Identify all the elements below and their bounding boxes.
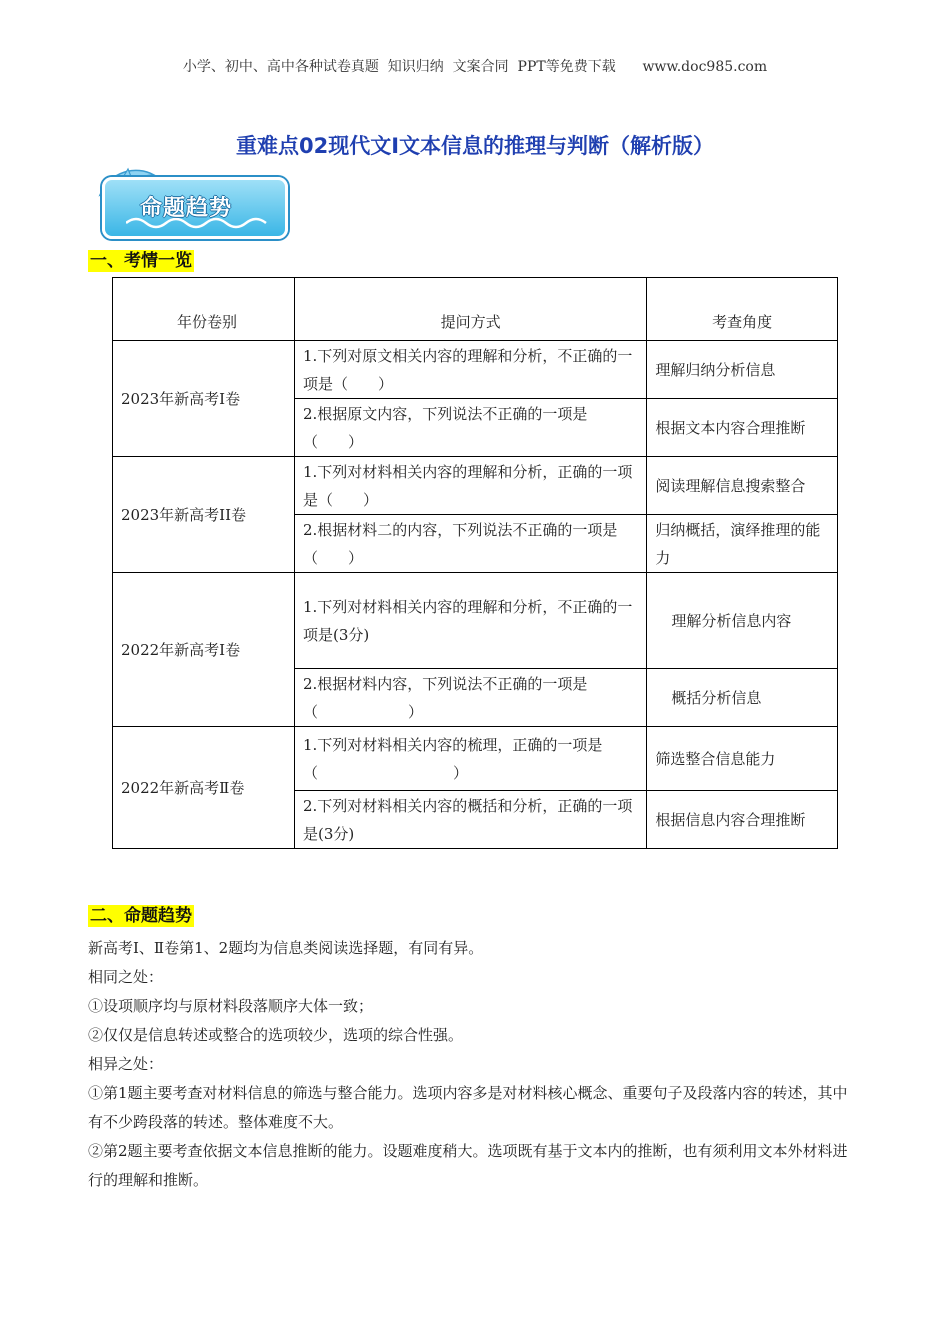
angle-cell: 阅读理解信息搜索整合 bbox=[647, 457, 838, 515]
table-row bbox=[113, 457, 838, 515]
paragraph: ②第2题主要考查依据文本信息推断的能力。设题难度稍大。选项既有基于文本内的推断，也有须利用文本外材料进行的理解和推断。 bbox=[88, 1142, 848, 1189]
site-header: 小学、初中、高中各种试卷真题 知识归纳 文案合同 PPT等免费下载 www.doc985.com bbox=[182, 59, 768, 75]
question-cell: 2.根据材料内容，下列说法不正确的一项是（ ） bbox=[295, 669, 647, 727]
question-cell: 1.下列对原文相关内容的理解和分析，不正确的一项是（ ） bbox=[295, 341, 647, 399]
banner-label: 命题趋势 bbox=[140, 196, 233, 221]
year-cell: 2022年新高考I卷 bbox=[113, 573, 295, 727]
exam-table bbox=[112, 277, 838, 849]
angle-cell: 根据文本内容合理推断 bbox=[647, 399, 838, 457]
angle-cell: 理解归纳分析信息 bbox=[647, 341, 838, 399]
page-title: 重难点02现代文I文本信息的推理与判断（解析版） bbox=[235, 134, 715, 158]
table-header: 年份卷别 bbox=[113, 278, 295, 341]
topic-banner bbox=[92, 165, 288, 241]
year-cell: 2022年新高考Ⅱ卷 bbox=[113, 727, 295, 849]
year-cell: 2023年新高考I卷 bbox=[113, 341, 295, 457]
question-cell: 1.下列对材料相关内容的梳理，正确的一项是（ ） bbox=[295, 727, 647, 791]
trend-body bbox=[88, 934, 858, 1195]
paragraph: 相异之处： bbox=[88, 1055, 164, 1073]
paragraph: ②仅仅是信息转述或整合的选项较少，选项的综合性强。 bbox=[88, 1026, 464, 1044]
paragraph: 相同之处： bbox=[88, 968, 164, 986]
table-header: 提问方式 bbox=[295, 278, 647, 341]
angle-cell: 筛选整合信息能力 bbox=[647, 727, 838, 791]
table-row bbox=[113, 727, 838, 791]
question-cell: 2.下列对材料相关内容的概括和分析，正确的一项是(3分) bbox=[295, 791, 647, 849]
paragraph: ①设项顺序均与原材料段落顺序大体一致； bbox=[88, 997, 374, 1015]
angle-cell: 归纳概括，演绎推理的能力 bbox=[647, 515, 838, 573]
table-header: 考查角度 bbox=[647, 278, 838, 341]
section-heading-trend: 二、命题趋势 bbox=[90, 906, 192, 926]
angle-cell: 理解分析信息内容 bbox=[647, 573, 838, 669]
question-cell: 2.根据材料二的内容，下列说法不正确的一项是（ ） bbox=[295, 515, 647, 573]
table-row bbox=[113, 341, 838, 399]
question-cell: 1.下列对材料相关内容的理解和分析，正确的一项是（ ） bbox=[295, 457, 647, 515]
paragraph: 新高考Ⅰ、Ⅱ卷第1、2题均为信息类阅读选择题，有同有异。 bbox=[88, 939, 484, 957]
table-header-row bbox=[113, 278, 838, 341]
paragraph: ①第1题主要考查对材料信息的筛选与整合能力。选项内容多是对材料核心概念、重要句子及段落内容的转述，其中有不少跨段落的转述。整体难度不大。 bbox=[88, 1084, 848, 1131]
angle-cell: 概括分析信息 bbox=[647, 669, 838, 727]
question-cell: 2.根据原文内容，下列说法不正确的一项是（ ） bbox=[295, 399, 647, 457]
year-cell: 2023年新高考II卷 bbox=[113, 457, 295, 573]
question-cell: 1.下列对材料相关内容的理解和分析，不正确的一项是(3分) bbox=[295, 573, 647, 669]
section-heading-overview: 一、考情一览 bbox=[90, 251, 192, 271]
table-row bbox=[113, 573, 838, 669]
angle-cell: 根据信息内容合理推断 bbox=[647, 791, 838, 849]
